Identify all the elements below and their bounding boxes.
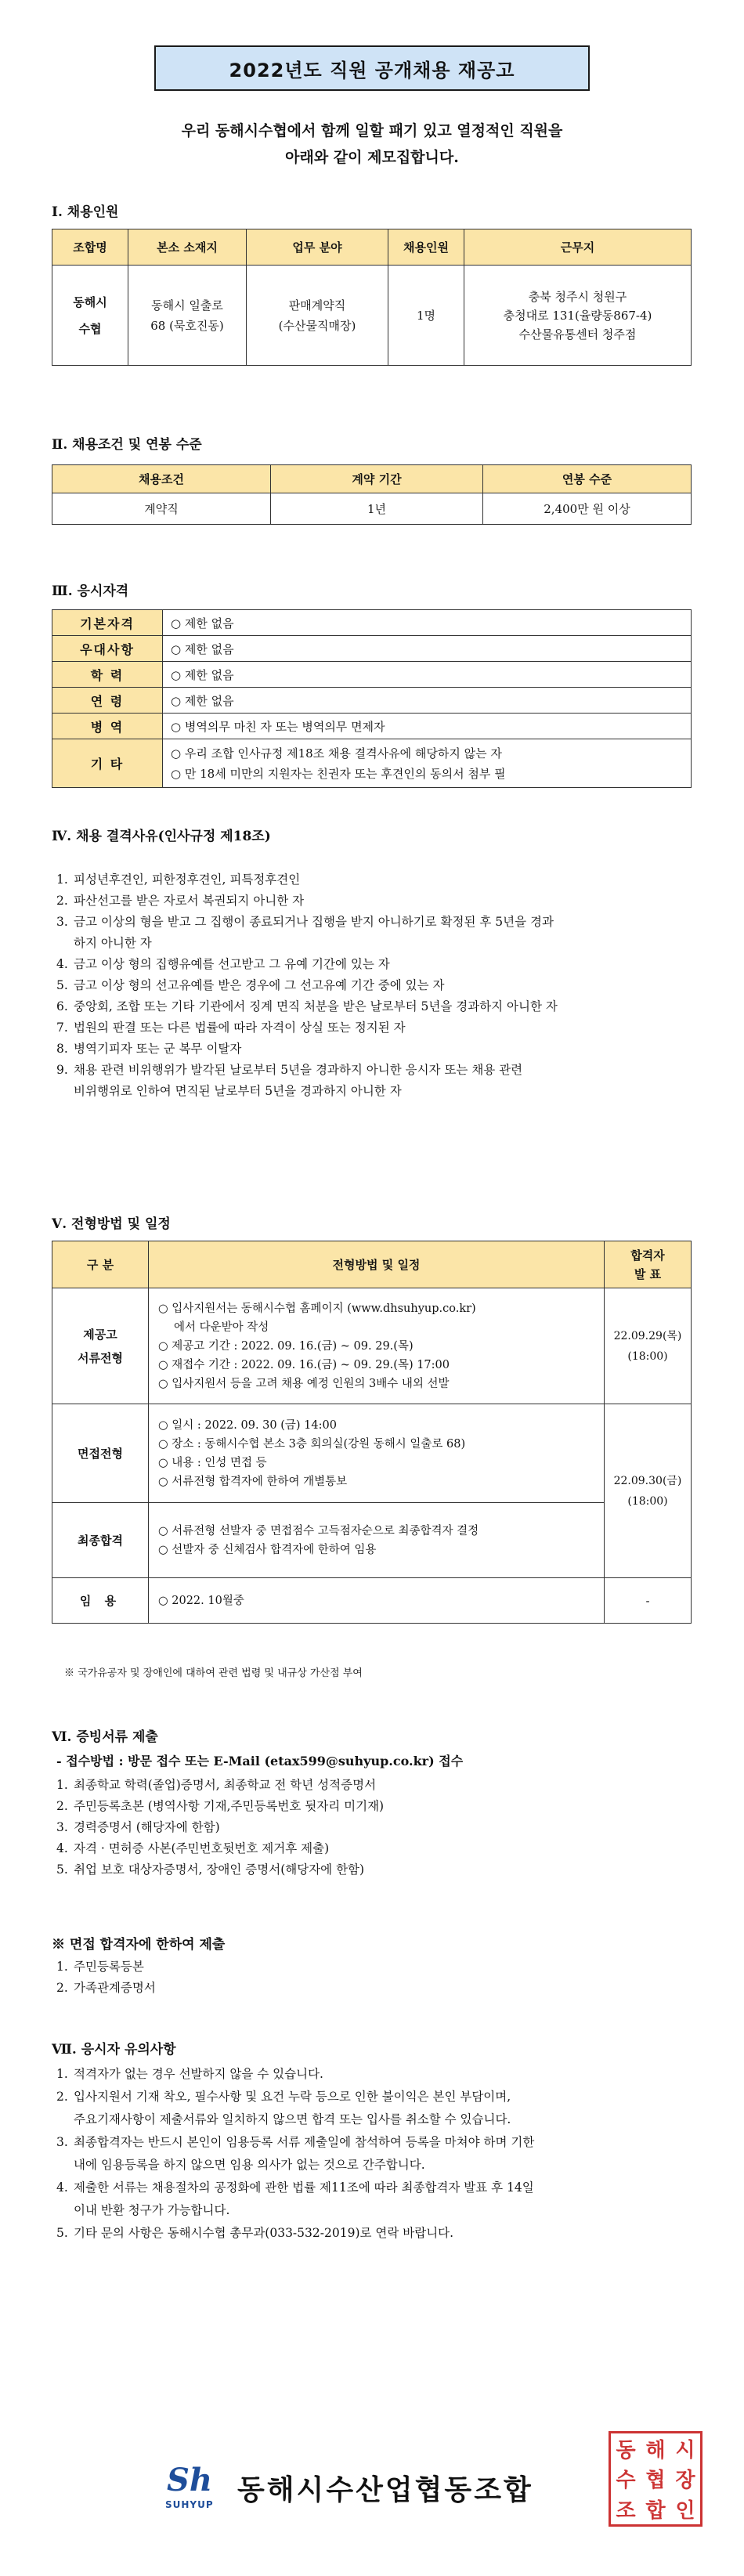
page-title: 2022년도 직원 공개채용 재공고 (154, 45, 590, 91)
document-item-text: 주민등록초본 (병역사항 기재,주민등록번호 뒷자리 미기재) (74, 1799, 385, 1813)
document-item-number: 1. (56, 1778, 68, 1792)
note-item-number: 4. (56, 2180, 68, 2195)
work-line-1: 충북 청주시 청원구 (528, 289, 627, 304)
result-interview-line-2: (18:00) (627, 1494, 668, 1508)
footer (161, 2463, 533, 2512)
doc-line-4: ○ 재접수 기간 : 2022. 09. 16.(금) ~ 09. 29.(목) 17:00 (158, 1358, 450, 1371)
note-item-number (56, 2108, 74, 2131)
document-item (56, 1796, 683, 1817)
note-item-number (56, 2154, 74, 2177)
note-item-number (56, 2199, 74, 2222)
work-line-2: 충청대로 131(율량동867-4) (503, 308, 652, 323)
seal-char: 인 (675, 2499, 695, 2524)
cell-field (247, 266, 388, 366)
document-item-number: 5. (56, 1862, 68, 1877)
section-heading-notes: Ⅶ. 응시자 유의사항 (52, 2042, 176, 2058)
note-item (56, 2154, 699, 2177)
qual-key-age: 연 령 (52, 688, 163, 714)
process-note: ※ 국가유공자 및 장애인에 대하여 관련 법령 및 내규상 가산점 부여 (64, 1667, 363, 1679)
qualification-table (52, 609, 692, 788)
addr-line-1: 동해시 일출로 (151, 298, 223, 313)
section-heading-recruit: Ⅰ. 채용인원 (52, 204, 119, 220)
result-doc (605, 1288, 692, 1404)
note-item (56, 2086, 699, 2108)
th-stage: 구 분 (52, 1241, 149, 1288)
disqualification-item-text: 파산선고를 받은 자로서 복권되지 아니한 자 (74, 894, 305, 908)
seal-char: 장 (675, 2469, 695, 2493)
th-work: 근무지 (464, 229, 692, 266)
interview-line-2: ○ 장소 : 동해시수협 본소 3층 회의실(강원 동해시 일출로 68) (158, 1437, 466, 1451)
document-item (56, 1859, 683, 1881)
qual-val-education: ○ 제한 없음 (163, 662, 692, 688)
interview-line-4: ○ 서류전형 합격자에 한하여 개별통보 (158, 1475, 348, 1488)
th-condition: 채용조건 (52, 465, 271, 493)
disqualification-item-text: 법원의 판결 또는 다른 법률에 따라 자격이 상실 또는 정지된 자 (74, 1021, 406, 1035)
disqualification-item-number: 6. (56, 999, 68, 1013)
doc-line-2: 에서 다운받아 작성 (174, 1321, 269, 1334)
suhyup-logo (161, 2463, 225, 2512)
interview-line-1: ○ 일시 : 2022. 09. 30 (금) 14:00 (158, 1418, 337, 1432)
note-item (56, 2131, 699, 2154)
disqualification-item-text: 비위행위로 인하여 면직된 날로부터 5년을 경과하지 아니한 자 (74, 1084, 402, 1098)
disqualification-item (56, 869, 699, 891)
disqualification-item-number: 4. (56, 957, 68, 971)
disqualification-item-text: 채용 관련 비위행위가 발각된 날로부터 5년을 경과하지 아니한 응시자 또는 채용 관련 (74, 1063, 523, 1077)
seal-char: 조 (616, 2499, 636, 2524)
qual-etc-line-1: ○ 우리 조합 인사규정 제18조 채용 결격사유에 해당하지 않는 자 (171, 746, 502, 761)
qual-key-basic: 기본자격 (52, 610, 163, 636)
document-item-number: 2. (56, 1799, 68, 1813)
th-period: 계약 기간 (271, 465, 483, 493)
note-item-text: 이내 반환 청구가 가능합니다. (74, 2203, 230, 2217)
th-addr: 본소 소재지 (128, 229, 247, 266)
stage-doc-line-1: 제공고 (83, 1327, 117, 1342)
document-item (56, 1838, 683, 1859)
stage-doc (52, 1288, 149, 1404)
disqualification-item-number: 2. (56, 894, 68, 908)
document-item-text: 경력증명서 (해당자에 한함) (74, 1820, 220, 1834)
submission-method: - 접수방법 : 방문 접수 또는 E-Mail (etax599@suhyup.co.kr) 접수 (56, 1754, 464, 1769)
stage-interview: 면접전형 (52, 1404, 149, 1503)
stage-final: 최종합격 (52, 1503, 149, 1578)
disqualification-item (56, 891, 699, 912)
cell-salary: 2,400만 원 이상 (483, 493, 692, 525)
notes-list (56, 2063, 699, 2245)
disqualification-list (56, 869, 699, 1102)
qual-val-preference: ○ 제한 없음 (163, 636, 692, 662)
disqualification-item-number (56, 933, 74, 954)
seal-char: 합 (645, 2499, 666, 2524)
org-line-2: 수협 (78, 321, 102, 336)
seal-char: 수 (616, 2469, 636, 2493)
disqualification-item (56, 996, 699, 1017)
result-doc-line-2: (18:00) (627, 1349, 668, 1363)
stage-hire: 임 용 (52, 1578, 149, 1624)
method-hire: ○ 2022. 10월중 (149, 1578, 605, 1624)
cell-condition: 계약직 (52, 493, 271, 525)
interview-doc-item (56, 1956, 683, 1978)
qual-val-etc (163, 739, 692, 788)
qual-key-military: 병 역 (52, 714, 163, 739)
document-item-number: 4. (56, 1841, 68, 1855)
work-line-3: 수산물유통센터 청주점 (518, 327, 637, 341)
section-heading-qualification: Ⅲ. 응시자격 (52, 583, 129, 599)
document-item (56, 1817, 683, 1838)
section-heading-interview-docs: ※ 면접 합격자에 한하여 제출 (52, 1937, 226, 1953)
th-result-line-1: 합격자 (630, 1248, 665, 1263)
cell-org (52, 266, 128, 366)
disqualification-item (56, 1039, 699, 1060)
field-line-2: (수산물직매장) (278, 318, 356, 333)
interview-line-3: ○ 내용 : 인성 면접 등 (158, 1456, 267, 1469)
note-item-text: 제출한 서류는 채용절차의 공정화에 관한 법률 제11조에 따라 최종합격자 발표 후 14일 (74, 2180, 534, 2195)
result-hire: - (605, 1578, 692, 1624)
note-item (56, 2199, 699, 2222)
note-item (56, 2177, 699, 2199)
intro-line-1: 우리 동해시수협에서 함께 일할 패기 있고 열정적인 직원을 (181, 122, 563, 139)
section-heading-disqualification: Ⅳ. 채용 결격사유(인사규정 제18조) (52, 829, 271, 844)
disqualification-item-number (56, 1081, 74, 1102)
qual-key-education: 학 력 (52, 662, 163, 688)
intro-line-2: 아래와 같이 제모집합니다. (285, 149, 459, 166)
note-item-text: 최종합격자는 반드시 본인이 임용등록 서류 제출일에 참석하여 등록을 마쳐야 하며 기한 (74, 2135, 535, 2149)
doc-line-3: ○ 제공고 기간 : 2022. 09. 16.(금) ~ 09. 29.(목) (158, 1339, 414, 1353)
documents-list (56, 1775, 683, 1881)
disqualification-item (56, 912, 699, 933)
disqualification-item-text: 피성년후견인, 피한정후견인, 피특정후견인 (74, 873, 301, 887)
note-item-text: 적격자가 없는 경우 선발하지 않을 수 있습니다. (74, 2067, 323, 2081)
th-result (605, 1241, 692, 1288)
interview-doc-item-text: 주민등록등본 (74, 1960, 144, 1974)
final-line-2: ○ 선발자 중 신체검사 합격자에 한하여 임용 (158, 1543, 377, 1556)
logo-letters: Sh (167, 2462, 212, 2498)
cell-work (464, 266, 692, 366)
interview-doc-item (56, 1978, 683, 1999)
disqualification-item (56, 1017, 699, 1039)
org-line-1: 동해시 (73, 294, 107, 309)
method-doc (149, 1288, 605, 1404)
disqualification-item (56, 954, 699, 975)
th-field: 업무 분야 (247, 229, 388, 266)
disqualification-item-number: 9. (56, 1063, 68, 1077)
interview-doc-item-number: 2. (56, 1981, 68, 1995)
method-final (149, 1503, 605, 1578)
disqualification-item-text: 금고 이상 형의 선고유예를 받은 경우에 그 선고유예 기간 중에 있는 자 (74, 978, 445, 992)
note-item-text: 내에 임용등록을 하지 않으면 임용 의사가 없는 것으로 간주합니다. (74, 2158, 425, 2172)
field-line-1: 판매계약직 (288, 298, 346, 313)
disqualification-item-number: 3. (56, 915, 68, 929)
section-heading-conditions: Ⅱ. 채용조건 및 연봉 수준 (52, 437, 202, 453)
disqualification-item (56, 975, 699, 996)
th-org: 조합명 (52, 229, 128, 266)
cell-count: 1명 (388, 266, 464, 366)
th-count: 채용인원 (388, 229, 464, 266)
th-result-line-2: 발 표 (634, 1266, 662, 1281)
note-item-text: 입사지원서 기재 착오, 필수사항 및 요건 누락 등으로 인한 불이익은 본인 부담이며, (74, 2090, 511, 2104)
logo-word: SUHYUP (165, 2499, 214, 2510)
section-heading-documents: Ⅵ. 증빙서류 제출 (52, 1729, 158, 1745)
disqualification-item-text: 병역기피자 또는 군 복무 이탈자 (74, 1042, 242, 1056)
disqualification-item-text: 금고 이상 형의 집행유예를 선고받고 그 유예 기간에 있는 자 (74, 957, 390, 971)
note-item-text: 주요기재사항이 제출서류와 일치하지 않으면 합격 또는 입사를 취소할 수 있습니다. (74, 2112, 511, 2126)
document-item-text: 취업 보호 대상자증명서, 장애인 증명서(해당자에 한함) (74, 1862, 365, 1877)
disqualification-item (56, 1060, 699, 1081)
disqualification-item-text: 금고 이상의 형을 받고 그 집행이 종료되거나 집행을 받지 아니하기로 확정된 후 5년을 경과 (74, 915, 554, 929)
doc-line-5: ○ 입사지원서 등을 고려 채용 예정 인원의 3배수 내외 선발 (158, 1377, 450, 1390)
note-item-number: 5. (56, 2226, 68, 2240)
official-seal (609, 2431, 702, 2527)
cell-addr (128, 266, 247, 366)
seal-char: 동 (616, 2438, 636, 2462)
disqualification-item-text: 하지 아니한 자 (74, 936, 152, 950)
disqualification-item-number: 7. (56, 1021, 68, 1035)
note-item-number: 1. (56, 2067, 68, 2081)
note-item (56, 2108, 699, 2131)
stage-doc-line-2: 서류전형 (78, 1350, 123, 1365)
addr-line-2: 68 (묵호진동) (150, 318, 224, 333)
disqualification-item-number: 1. (56, 873, 68, 887)
final-line-1: ○ 서류전형 선발자 중 면접점수 고득점자순으로 최종합격자 결정 (158, 1524, 479, 1537)
qual-val-basic: ○ 제한 없음 (163, 610, 692, 636)
result-doc-line-1: 22.09.29(목) (613, 1329, 682, 1342)
note-item (56, 2063, 699, 2086)
interview-doc-item-text: 가족관계증명서 (74, 1981, 156, 1995)
disqualification-item-number: 5. (56, 978, 68, 992)
cell-period: 1년 (271, 493, 483, 525)
qual-key-etc: 기 타 (52, 739, 163, 788)
section-heading-process: Ⅴ. 전형방법 및 일정 (52, 1216, 171, 1232)
document-item (56, 1775, 683, 1796)
th-salary: 연봉 수준 (483, 465, 692, 493)
recruit-table (52, 229, 692, 366)
qual-val-age: ○ 제한 없음 (163, 688, 692, 714)
note-item (56, 2222, 699, 2245)
th-method: 전형방법 및 일정 (149, 1241, 605, 1288)
doc-line-1: ○ 입사지원서는 동해시수협 홈페이지 (www.dhsuhyup.co.kr) (158, 1302, 476, 1315)
seal-char: 해 (645, 2438, 666, 2462)
interview-docs-list (56, 1956, 683, 1999)
process-table (52, 1241, 692, 1624)
note-item-number: 3. (56, 2135, 68, 2149)
method-interview (149, 1404, 605, 1503)
disqualification-item-number: 8. (56, 1042, 68, 1056)
document-item-text: 자격 · 면허증 사본(주민번호뒷번호 제거후 제출) (74, 1841, 330, 1855)
disqualification-item-text: 중앙회, 조합 또는 기타 기관에서 징계 면직 처분을 받은 날로부터 5년을 경과하지 아니한 자 (74, 999, 558, 1013)
note-item-text: 기타 문의 사항은 동해시수협 총무과(033-532-2019)로 연락 바랍니다. (74, 2226, 454, 2240)
result-interview-line-1: 22.09.30(금) (613, 1474, 682, 1487)
disqualification-item (56, 933, 699, 954)
qual-val-military: ○ 병역의무 마친 자 또는 병역의무 면제자 (163, 714, 692, 739)
disqualification-item (56, 1081, 699, 1102)
seal-char: 시 (675, 2438, 695, 2462)
org-name: 동해시수산업협동조합 (237, 2473, 533, 2506)
seal-char: 협 (645, 2469, 666, 2493)
conditions-table (52, 464, 692, 525)
qual-etc-line-2: ○ 만 18세 미만의 지원자는 친권자 또는 후견인의 동의서 첨부 필 (171, 766, 506, 781)
document-item-number: 3. (56, 1820, 68, 1834)
interview-doc-item-number: 1. (56, 1960, 68, 1974)
result-interview (605, 1404, 692, 1578)
qual-key-preference: 우대사항 (52, 636, 163, 662)
note-item-number: 2. (56, 2090, 68, 2104)
document-item-text: 최종학교 학력(졸업)증명서, 최종학교 전 학년 성적증명서 (74, 1778, 377, 1792)
